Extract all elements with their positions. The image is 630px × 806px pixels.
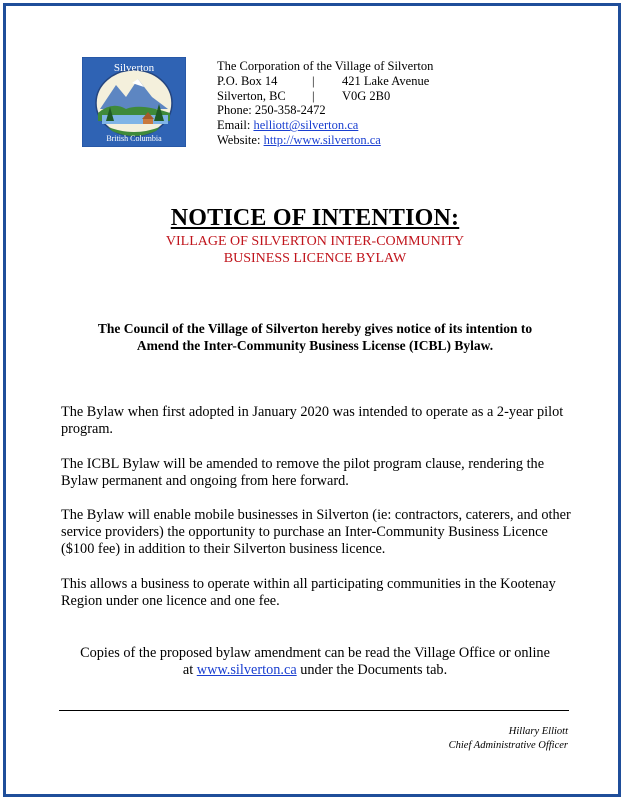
copies-note-line2 [0,662,630,679]
notice-intro [0,320,630,354]
copies-note [0,645,630,679]
contact-phone: Phone: 250-358-2472 [217,103,326,118]
paragraph-pilot: The Bylaw when first adopted in January 2020 was intended to operate as a 2-year pilot program. [61,404,564,438]
contact-separator: | [312,88,315,103]
copies-note-line1: Copies of the proposed bylaw amendment can be read the Village Office or online [80,645,550,661]
divider [59,710,569,711]
contact-block [217,59,433,148]
contact-address [217,74,433,89]
logo-bottom-text: British Columbia [106,134,162,143]
copies-note-suffix: under the Documents tab. [296,662,448,679]
notice-subtitle [0,234,630,267]
contact-city-prov: Silverton, BC [217,88,286,103]
paragraph-amendment: The ICBL Bylaw will be amended to remove the pilot program clause, rendering the Bylaw permanent and ongoing from here forward. [61,456,545,490]
contact-po-box: P.O. Box 14 [217,73,278,88]
contact-separator: | [312,73,315,88]
notice-subtitle-line2: BUSINESS LICENCE BYLAW [223,250,407,266]
contact-city [217,89,433,104]
copies-note-prefix: at [182,662,197,679]
signature-title: Chief Administrative Officer [448,739,568,751]
notice-intro-line1: The Council of the Village of Silverton hereby gives notice of its intention to [97,321,533,336]
paragraph-region: This allows a business to operate within all participating communities in the Kootenay Region under one licence and one fee. [61,576,556,610]
contact-postal: V0G 2B0 [342,88,391,103]
signature-block [449,725,568,752]
silverton-logo-graphic [82,57,186,147]
notice-intro-line2: Amend the Inter-Community Business License (ICBL) Bylaw. [136,338,494,353]
silverton-website-link[interactable]: www.silverton.ca [196,662,297,679]
village-logo [82,57,186,147]
contact-org: The Corporation of the Village of Silverton [217,59,434,73]
logo-top-text: Silverton [113,62,155,74]
signature-name: Hillary Elliott [508,726,568,737]
notice-title: NOTICE OF INTENTION: [170,205,460,231]
contact-website-label: Website: [217,132,264,147]
contact-email-row [217,118,433,133]
email-link[interactable]: helliott@silverton.ca [253,118,359,133]
website-link[interactable]: http://www.silverton.ca [263,132,381,147]
notice-subtitle-line1: VILLAGE OF SILVERTON INTER-COMMUNITY [165,234,465,249]
contact-website-row [217,133,433,148]
contact-street: 421 Lake Avenue [342,73,430,88]
paragraph-mobile-business: The Bylaw will enable mobile businesses in Silverton (ie: contractors, caterers, and other service providers) the opportunity to purchase an Inter-Community Business Licence ($100 fee) in addition to their Silverton business licence. [61,507,571,558]
contact-email-label: Email: [217,118,254,133]
